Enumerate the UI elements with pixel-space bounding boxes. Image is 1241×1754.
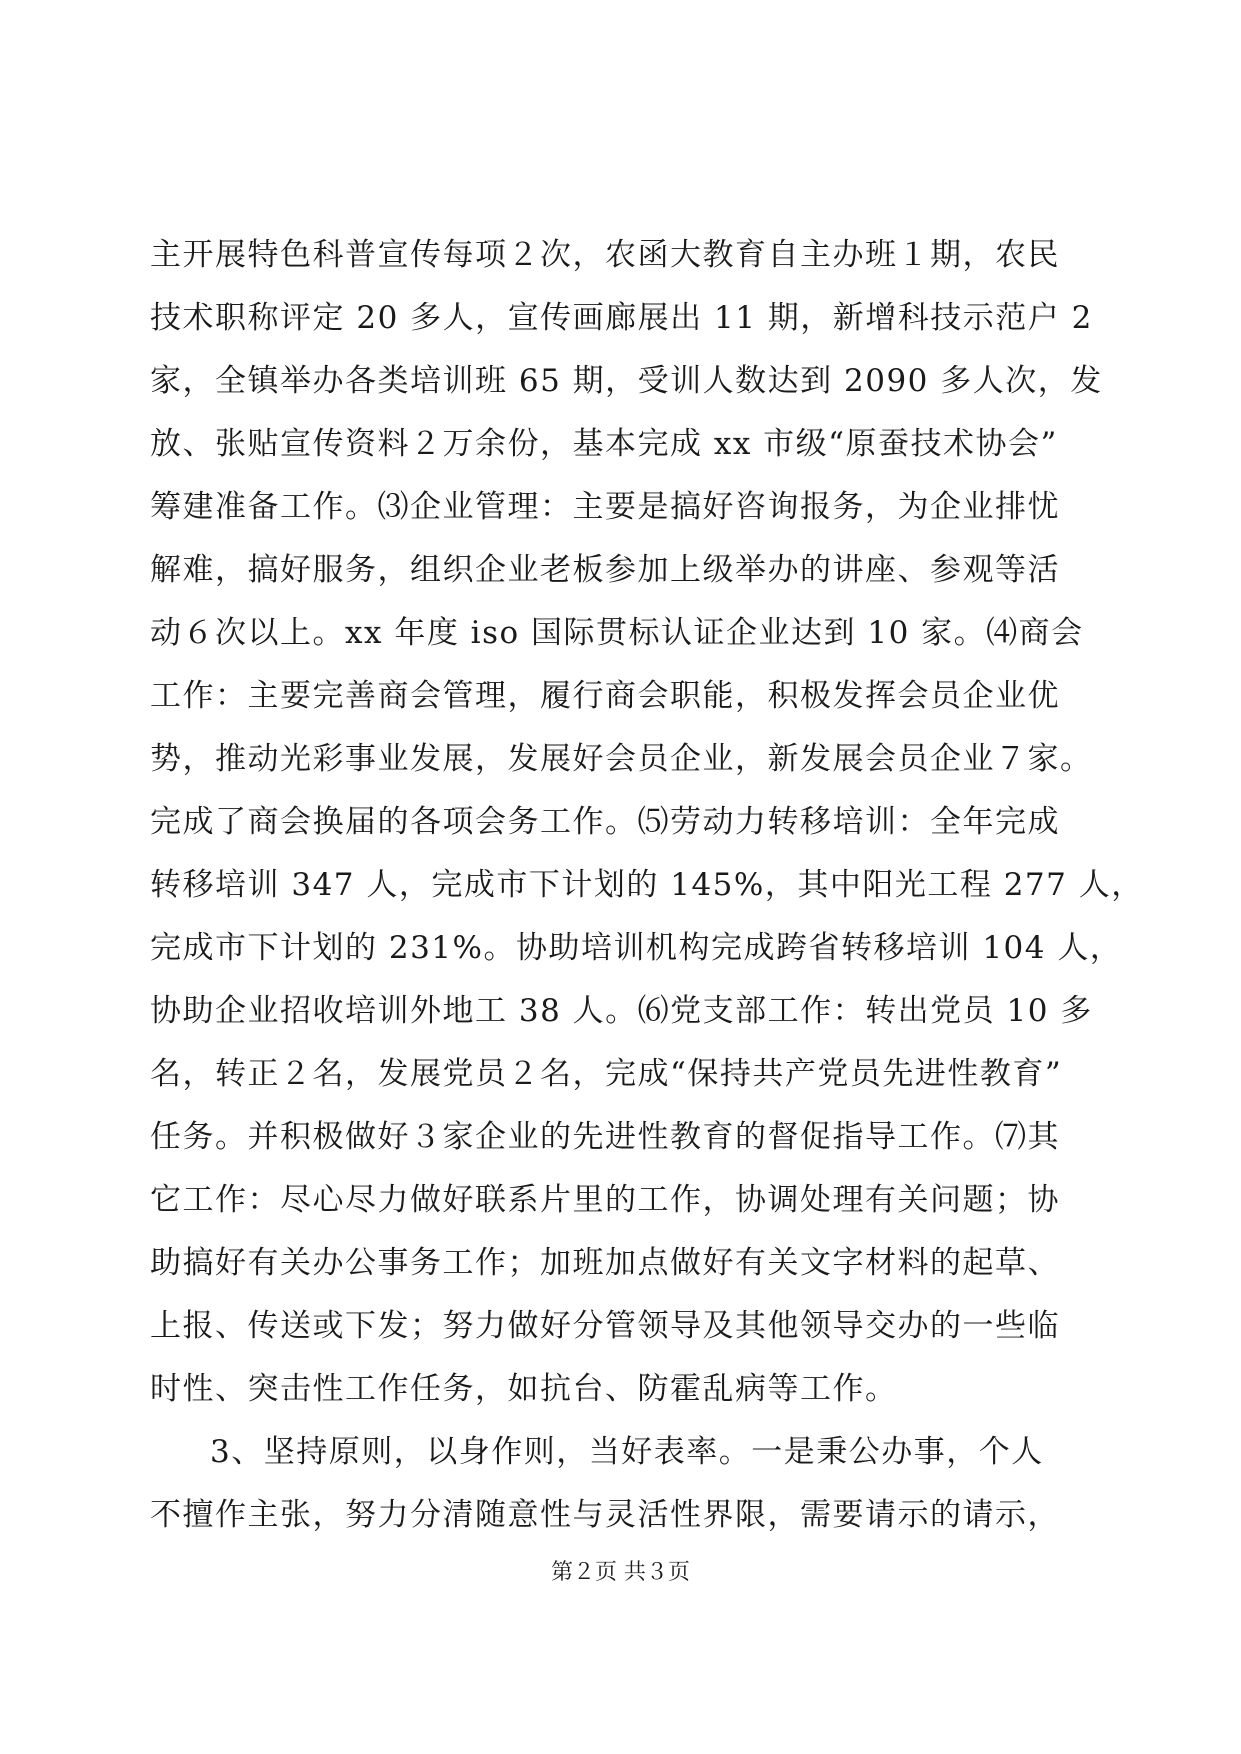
paragraph-line: 动６次以上。xx 年度 iso 国际贯标认证企业达到 10 家。⑷商会 xyxy=(150,615,1084,651)
paragraph-line: 名，转正２名，发展党员２名，完成“保持共产党员先进性教育” xyxy=(150,1056,1063,1092)
paragraph-line: 筹建准备工作。⑶企业管理：主要是搞好咨询报务，为企业排忧 xyxy=(150,489,1060,525)
paragraph-line: 它工作：尽心尽力做好联系片里的工作，协调处理有关问题；协 xyxy=(150,1182,1060,1218)
paragraph-line: 解难，搞好服务，组织企业老板参加上级举办的讲座、参观等活 xyxy=(150,552,1060,588)
page-footer: 第２页 共３页 xyxy=(551,1560,690,1585)
paragraph-line: 上报、传送或下发；努力做好分管领导及其他领导交办的一些临 xyxy=(150,1308,1060,1344)
paragraph-line: 主开展特色科普宣传每项２次，农函大教育自主办班１期，农民 xyxy=(150,237,1060,273)
paragraph-line: 家，全镇举办各类培训班 65 期，受训人数达到 2090 多人次，发 xyxy=(150,363,1103,399)
paragraph-line: 完成市下计划的 231%。协助培训机构完成跨省转移培训 104 人， xyxy=(150,930,1123,966)
paragraph-line-indented: 3、坚持原则，以身作则，当好表率。一是秉公办事，个人 xyxy=(210,1434,1044,1470)
paragraph-line: 不擅作主张，努力分清随意性与灵活性界限，需要请示的请示， xyxy=(150,1497,1060,1533)
paragraph-line: 完成了商会换届的各项会务工作。⑸劳动力转移培训：全年完成 xyxy=(150,804,1060,840)
paragraph-line: 工作：主要完善商会管理，履行商会职能，积极发挥会员企业优 xyxy=(150,678,1060,714)
paragraph-line: 时性、突击性工作任务，如抗台、防霍乱病等工作。 xyxy=(150,1371,898,1407)
paragraph-line: 势，推动光彩事业发展，发展好会员企业，新发展会员企业７家。 xyxy=(150,741,1093,777)
paragraph-line: 放、张贴宣传资料２万余份，基本完成 xx 市级“原蚕技术协会” xyxy=(150,426,1058,462)
paragraph-line: 协助企业招收培训外地工 38 人。⑹党支部工作：转出党员 10 多 xyxy=(150,993,1093,1029)
paragraph-line: 技术职称评定 20 多人，宣传画廊展出 11 期，新增科技示范户 2 xyxy=(150,300,1093,336)
paragraph-line: 任务。并积极做好３家企业的先进性教育的督促指导工作。⑺其 xyxy=(150,1119,1060,1155)
paragraph-line: 转移培训 347 人，完成市下计划的 145%，其中阳光工程 277 人， xyxy=(150,867,1144,903)
paragraph-line: 助搞好有关办公事务工作；加班加点做好有关文字材料的起草、 xyxy=(150,1245,1060,1281)
